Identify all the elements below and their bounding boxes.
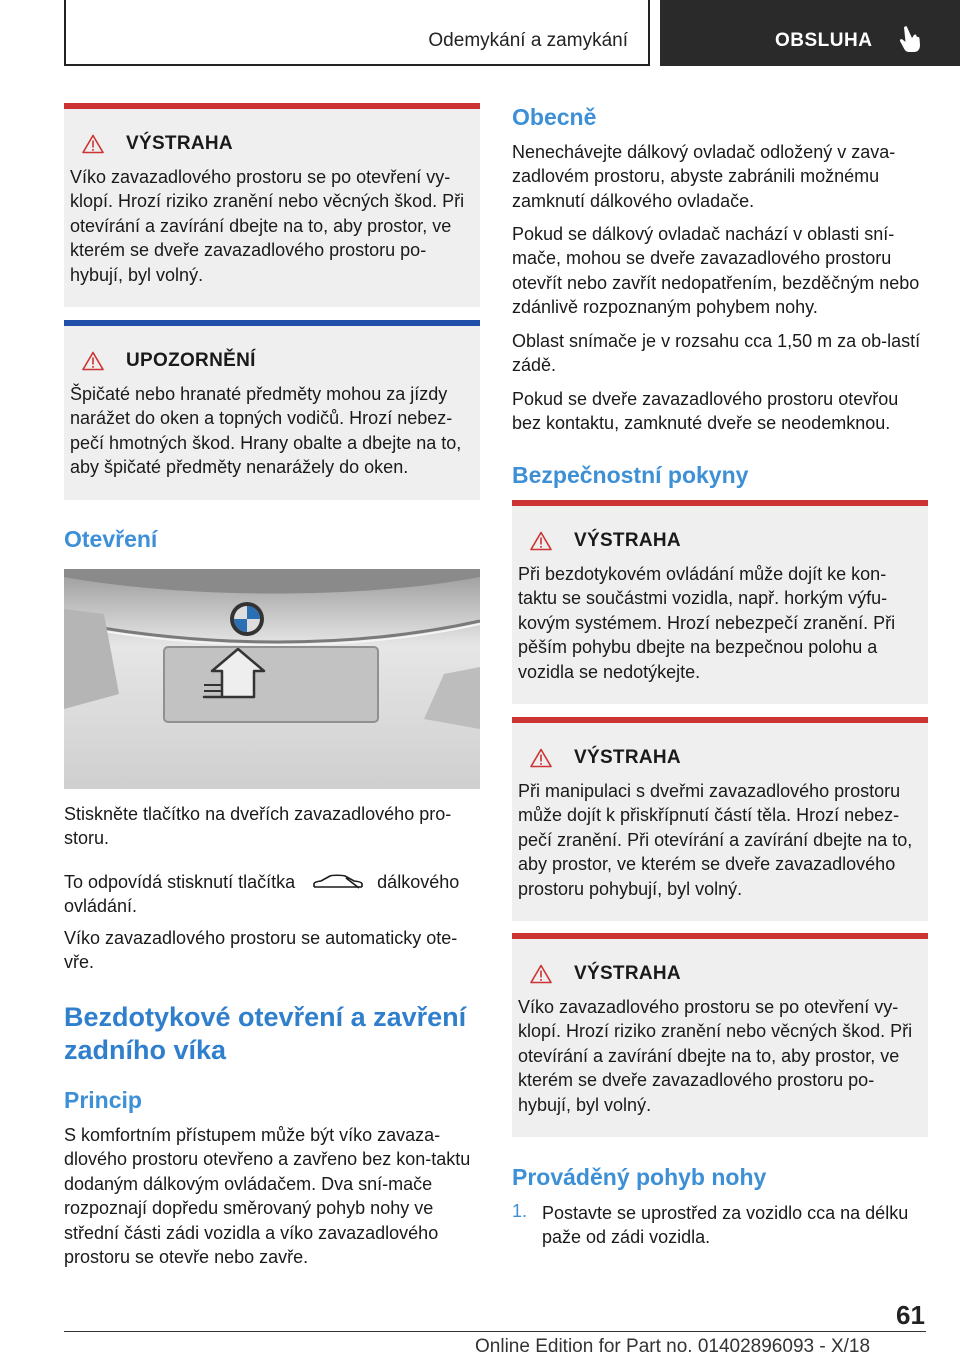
warning-box xyxy=(512,933,928,1137)
general-paragraph-3: Oblast snímače je v rozsahu cca 1,50 m za ob-lastí zádě. xyxy=(512,331,921,376)
notice-title: UPOZORNĚNÍ xyxy=(126,350,256,371)
heading-general: Obecně xyxy=(512,104,597,130)
notice-text: Špičaté nebo hranaté předměty mohou za jízdy narážet do oken a topných vodičů. Hrozí nebez-pečí hmotných škod. Hrany obalte a dbejte na to, aby špičaté předměty nenarážely do oken. xyxy=(70,384,462,478)
warning-box xyxy=(512,500,928,704)
section-title: Odemykání a zamykání xyxy=(428,30,628,51)
footer-divider xyxy=(64,1331,926,1332)
header-frame xyxy=(64,0,650,66)
heading-principle: Princip xyxy=(64,1087,142,1113)
page-number: 61 xyxy=(896,1300,925,1330)
chapter-tab-label: OBSLUHA xyxy=(775,30,873,51)
chapter-tab[interactable] xyxy=(660,0,960,66)
car-remote-key-icon xyxy=(312,873,364,893)
heading-contactless-line2: zadního víka xyxy=(64,1035,227,1065)
opening-paragraph-3: Víko zavazadlového prostoru se automaticky ote-vře. xyxy=(64,928,458,973)
footer-edition: Online Edition for Part no. 01402896093 - X/18 xyxy=(475,1336,871,1357)
principle-paragraph: S komfortním přístupem může být víko zavaza-dlového prostoru otevřeno a zavřeno bez kon-taktu dodaným dálkovým ovládačem. Dva sní-mače rozpoznají dopředu směrovaný pohyb nohy ve střední části zádi vozidla a víko zavazadlového prostoru se otevře nebo zavře. xyxy=(64,1125,471,1268)
warning-text: Při manipulaci s dveřmi zavazadlového prostoru může dojít k přiskřípnutí částí těla. Hrozí nebez-pečí zranění. Při otevírání a zavírání dbejte na to, aby prostor, ve kterém se dveře zavazadlového prostoru pohybují, byl volný. xyxy=(518,781,913,899)
opening-paragraph-2 xyxy=(64,870,484,919)
opening-paragraph-2b: dálkového xyxy=(377,872,460,892)
step-text: Postavte se uprostřed za vozidlo cca na délku paže od zádi vozidla. xyxy=(542,1203,909,1248)
tailgate-button-photo xyxy=(64,569,480,789)
warning-box xyxy=(64,103,480,307)
warning-title: VÝSTRAHA xyxy=(574,530,681,551)
warning-title: VÝSTRAHA xyxy=(126,133,233,154)
warning-triangle-icon xyxy=(530,531,552,551)
heading-opening: Otevření xyxy=(64,526,158,552)
warning-title: VÝSTRAHA xyxy=(574,747,681,768)
opening-paragraph-2a: To odpovídá stisknutí tlačítka xyxy=(64,872,296,892)
heading-safety: Bezpečnostní pokyny xyxy=(512,462,749,488)
warning-title: VÝSTRAHA xyxy=(574,963,681,984)
warning-text: Při bezdotykovém ovládání může dojít ke kon-taktu se součástmi vozidla, např. horkým výfu-kovým systémem. Hrozí nebezpečí zranění. Při pěším pohybu dbejte na bezpečnou polohu a vozidla se nedotýkejte. xyxy=(518,564,896,682)
heading-foot-motion: Prováděný pohyb nohy xyxy=(512,1164,767,1190)
warning-box xyxy=(512,717,928,921)
general-paragraph-4: Pokud se dveře zavazadlového prostoru otevřou bez kontaktu, zamknuté dveře se neodemknou. xyxy=(512,389,899,434)
warning-text: Víko zavazadlového prostoru se po otevření vy-klopí. Hrozí riziko zranění nebo věcných škod. Při otevírání a zavírání dbejte na to, aby prostor, ve kterém se dveře zavazadlového prostoru po-hybují, byl volný. xyxy=(518,997,913,1115)
notice-triangle-icon xyxy=(82,351,104,371)
step-number: 1. xyxy=(512,1201,528,1221)
heading-contactless-line1: Bezdotykové otevření a zavření xyxy=(64,1002,467,1032)
notice-box xyxy=(64,320,480,500)
warning-triangle-icon xyxy=(530,748,552,768)
hand-pointer-icon xyxy=(897,24,923,54)
warning-triangle-icon xyxy=(530,964,552,984)
opening-paragraph-1: Stiskněte tlačítko na dveřích zavazadlového pro-storu. xyxy=(64,804,452,849)
general-paragraph-2: Pokud se dálkový ovladač nachází v oblasti sní-mače, mohou se dveře zavazadlového prostoru otevřít nebo zavřít nedopatřením, bezděčným nebo zdánlivě rozpoznaným pohybem nohy. xyxy=(512,224,920,318)
opening-paragraph-2c: ovládání. xyxy=(64,896,138,917)
warning-triangle-icon xyxy=(82,134,104,154)
warning-text: Víko zavazadlového prostoru se po otevření vy-klopí. Hrozí riziko zranění nebo věcných škod. Při otevírání a zavírání dbejte na to, aby prostor, ve kterém se dveře zavazadlového prostoru po-hybují, byl volný. xyxy=(70,167,465,285)
general-paragraph-1: Nenechávejte dálkový ovladač odložený v zava-zadlovém prostoru, abyste zabránili možnému zamknutí dálkového ovladače. xyxy=(512,142,896,211)
